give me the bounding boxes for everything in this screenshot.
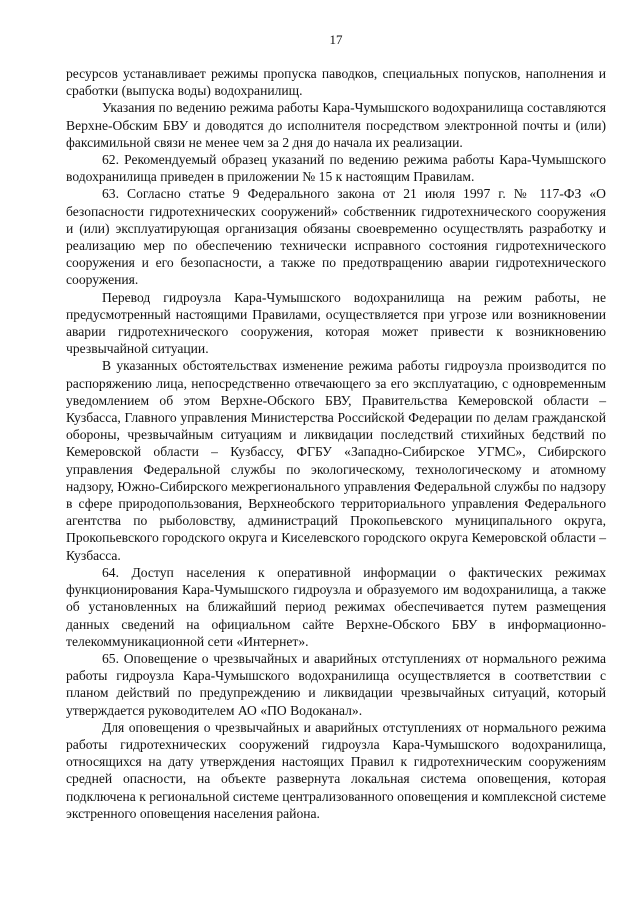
paragraph: 65. Оповещение о чрезвычайных и аварийных отступлениях от нормального режима работы гидроузла Кара-Чумышского водохранилища осуществляется в соответствии с планом действий по предупреждению и ликвидации чрезвычайных ситуаций, который утверждается руководителем АО «ПО Водоканал». [66, 650, 606, 718]
document-body [66, 65, 606, 822]
paragraph: Указания по ведению режима работы Кара-Чумышского водохранилища составляются Верхне-Обским БВУ и доводятся до исполнителя посредством электронной почты и (или) факсимильной связи не менее чем за 2 дня до начала их реализации. [66, 100, 606, 150]
paragraph: Перевод гидроузла Кара-Чумышского водохранилища на режим работы, не предусмотренный настоящими Правилами, осуществляется при угрозе или возникновении аварии гидротехнического сооружения, которая может привести к возникновению чрезвычайной ситуации. [66, 289, 606, 357]
paragraph: 62. Рекомендуемый образец указаний по ведению режима работы Кара-Чумышского водохранилища приведен в приложении № 15 к настоящим Правилам. [66, 152, 606, 185]
document-page [66, 32, 606, 822]
paragraph: 63. Согласно статье 9 Федерального закона от 21 июля 1997 г. № 117-ФЗ «О безопасности гидротехнических сооружений» собственник гидротехнического сооружения и (или) эксплуатирующая организация обязаны своевременно осуществлять разработку и реализацию мер по обеспечению технически исправного состояния гидротехнического сооружения и его безопасности, а также по предотвращению аварии гидротехнического сооружения. [66, 186, 606, 288]
paragraph: ресурсов устанавливает режимы пропуска паводков, специальных попусков, наполнения и сработки (выпуска воды) водохранилищ. [66, 66, 606, 99]
paragraph: В указанных обстоятельствах изменение режима работы гидроузла производится по распоряжению лица, непосредственно отвечающего за его эксплуатацию, с одновременным уведомлением об этом Верхне-Обского БВУ, Правительства Кемеровской области – Кузбасса, Главного управления Министерства Российской Федерации по делам гражданской обороны, чрезвычайным ситуациям и ликвидации последствий стихийных бедствий по Кемеровской области – Кузбассу, ФГБУ «Западно-Сибирское УГМС», Сибирского управления Федеральной службы по экологическому, технологическому и атомному надзору, Южно-Сибирского межрегионального управления Федеральной службы по надзору в сфере природопользования, Верхнеобского территориального управления Федерального агентства по рыболовству, администраций Прокопьевского муниципального округа, Прокопьевского городского округа и Киселевского городского округа Кемеровской области – Кузбасса. [66, 358, 606, 563]
paragraph: 64. Доступ населения к оперативной информации о фактических режимах функционирования Кара-Чумышского гидроузла и образуемого им водохранилища, а также об установленных на ближайший период режимах обеспечивается путем размещения данных сведений на официальном сайте Верхне-Обского БВУ в информационно-телекоммуникационной сети «Интернет». [66, 564, 606, 649]
paragraph: Для оповещения о чрезвычайных и аварийных отступлениях от нормального режима работы гидротехнических сооружений гидроузла Кара-Чумышского водохранилища, относящихся на дату утверждения настоящих Правил к гидротехническим сооружениям средней опасности, на объекте развернута локальная система оповещения, которая подключена к региональной системе централизованного оповещения и комплексной системе экстренного оповещения населения района. [66, 719, 606, 821]
page-number: 17 [329, 32, 343, 47]
